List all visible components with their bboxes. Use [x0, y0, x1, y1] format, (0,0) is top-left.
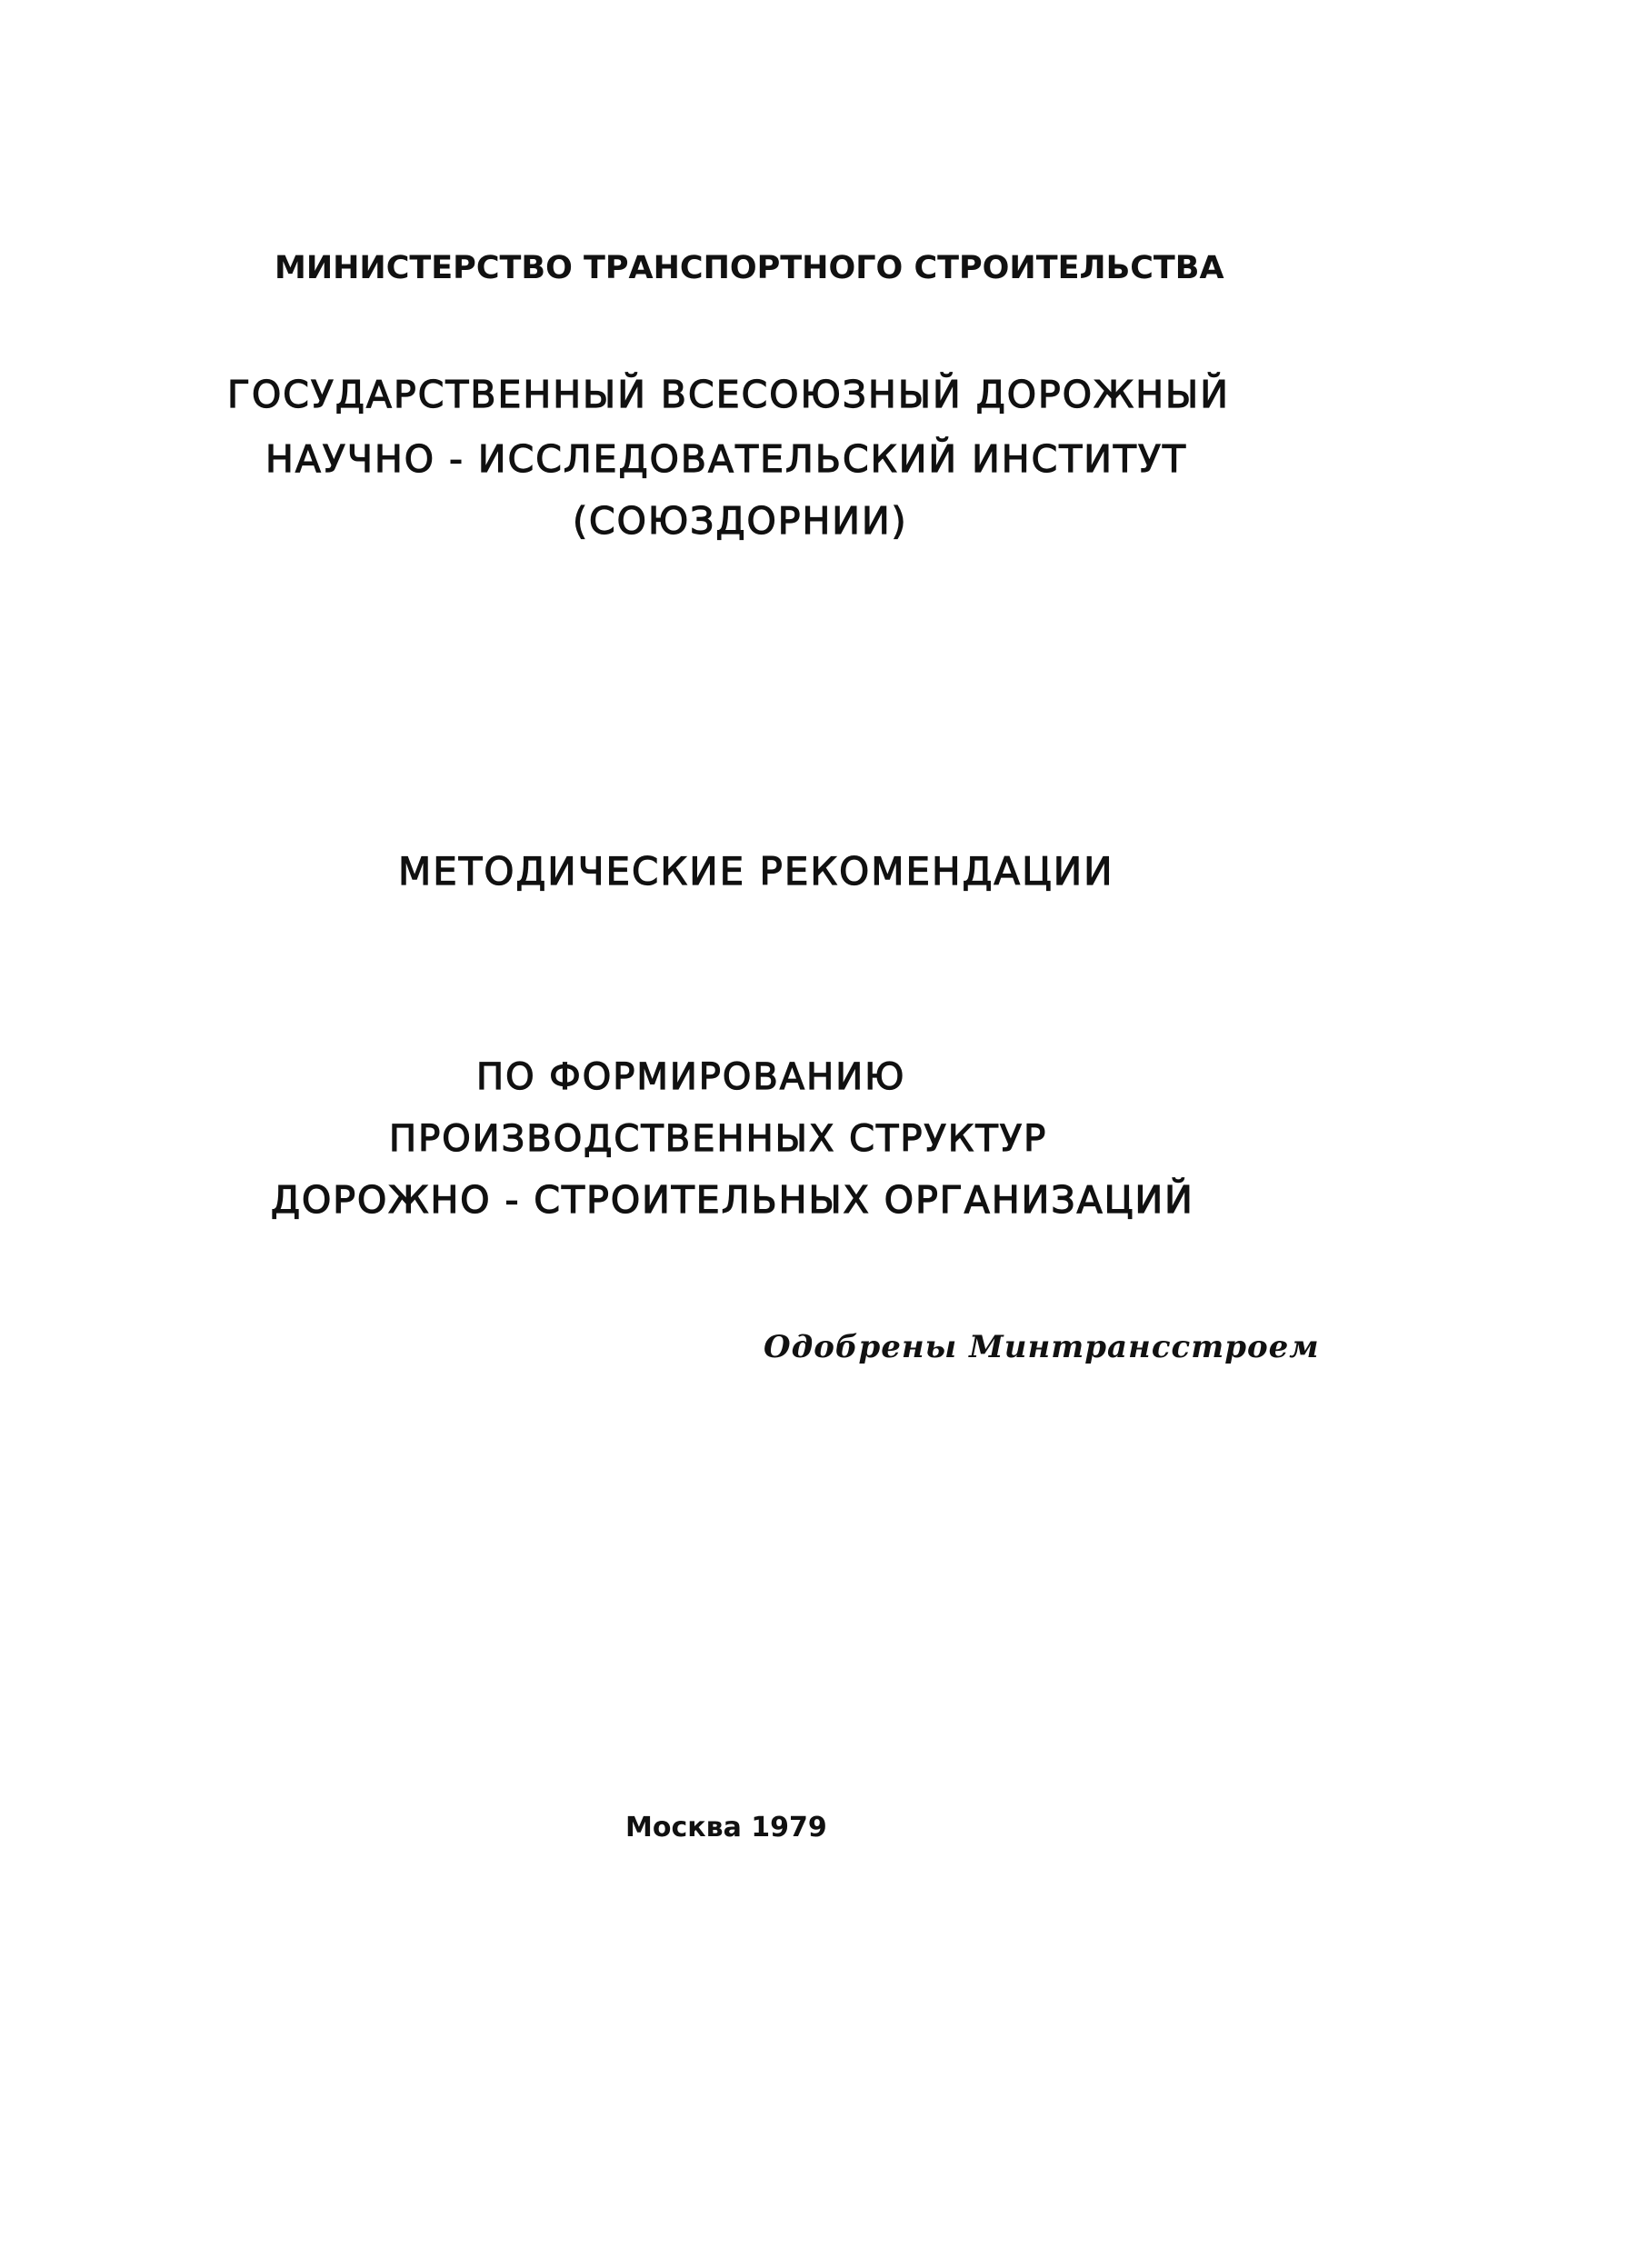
subject-line-3: ДОРОЖНО - СТРОИТЕЛЬНЫХ ОРГАНИЗАЦИЙ	[271, 1178, 1194, 1222]
document-title: МЕТОДИЧЕСКИЕ РЕКОМЕНДАЦИИ	[398, 849, 1114, 894]
subject-line-1: ПО ФОРМИРОВАНИЮ	[476, 1056, 906, 1098]
institute-name-line-1: ГОСУДАРСТВЕННЫЙ ВСЕСОЮЗНЫЙ ДОРОЖНЫЙ	[227, 373, 1230, 416]
place-and-year: Москва 1979	[625, 1812, 827, 1843]
ministry-name: МИНИСТЕРСТВО ТРАНСПОРТНОГО СТРОИТЕЛЬСТВА	[275, 250, 1224, 286]
subject-line-2: ПРОИЗВОДСТВЕННЫХ СТРУКТУР	[389, 1118, 1048, 1160]
institute-name-line-2: НАУЧНО - ИССЛЕДОВАТЕЛЬСКИЙ ИНСТИТУТ	[265, 437, 1188, 481]
approval-note: Одобрены Минтрансстроем	[764, 1329, 1320, 1365]
institute-abbreviation: (СОЮЗДОРНИИ)	[573, 499, 908, 543]
